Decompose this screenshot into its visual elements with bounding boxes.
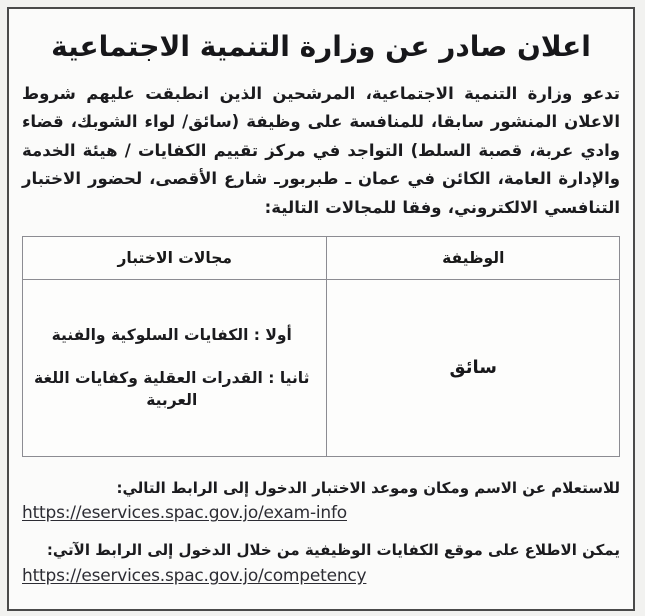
- exam-info-link-block: [22, 477, 620, 524]
- cell-job-title: سائق: [327, 279, 620, 456]
- competency-link-label: يمكن الاطلاع على موقع الكفايات الوظيفية من خلال الدخول إلى الرابط الآتي:: [46, 541, 620, 560]
- announcement-page-frame: [7, 7, 635, 611]
- competency-link[interactable]: https://eservices.spac.gov.jo/competency: [22, 565, 367, 586]
- exam-area-item: ثانيا : القدرات العقلية وكفايات اللغة العربية: [34, 368, 310, 410]
- page-title: اعلان صادر عن وزارة التنمية الاجتماعية: [51, 30, 591, 63]
- page-content: [22, 9, 620, 609]
- table-header-row: [23, 236, 620, 279]
- exam-info-link-label: للاستعلام عن الاسم ومكان وموعد الاختبار الدخول إلى الرابط التالي:: [116, 478, 620, 497]
- column-header-exam-areas: مجالات الاختبار: [23, 236, 327, 279]
- table-row: [23, 279, 620, 456]
- exam-info-link[interactable]: https://eservices.spac.gov.jo/exam-info: [22, 503, 347, 524]
- cell-exam-areas: [23, 279, 327, 456]
- exam-area-item: أولا : الكفايات السلوكية والفنية: [51, 326, 292, 345]
- column-header-job: الوظيفة: [327, 236, 620, 279]
- intro-paragraph: تدعو وزارة التنمية الاجتماعية، المرشحين الذين انطبقت عليهم شروط الاعلان المنشور سابقا، للمنافسة على وظيفة (سائق/ لواء الشوبك، قضاء وادي عربة، قصبة السلط) التواجد في مركز تقييم الكفايات / هيئة الخدمة والإدارة العامة، الكائن في عمان ـ طبربورـ شارع الأقصى، لحضور الاختبار التنافسي الالكتروني، وفقا للمجالات التالية:: [22, 84, 620, 217]
- competency-link-block: [22, 539, 620, 586]
- exam-areas-table: [22, 236, 620, 457]
